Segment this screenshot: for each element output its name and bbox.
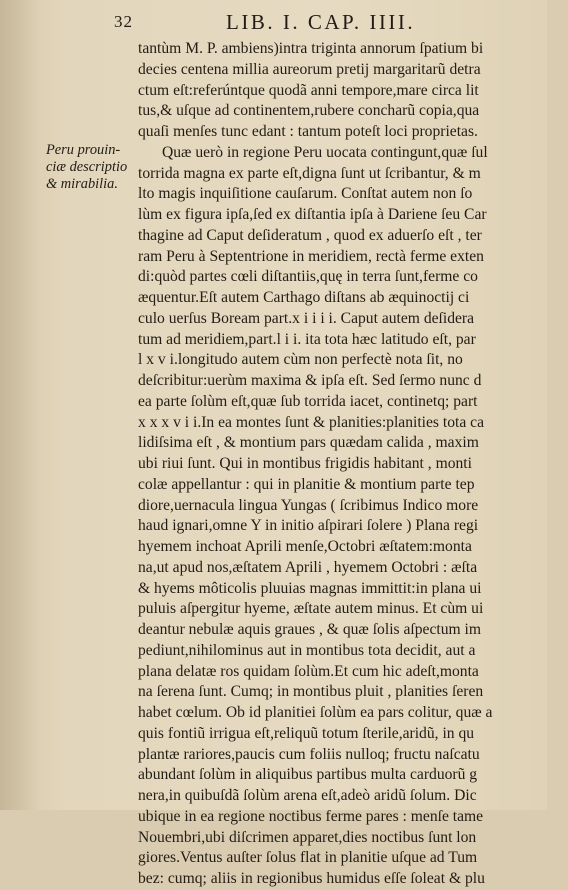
text-line: æquentur.Eſt autem Carthago diſtans ab æquinoctij ci: [138, 289, 470, 306]
text-line: plana delatæ ros quidam ſolùm.Et cum hic adeſt,monta: [138, 662, 479, 680]
text-line: giores.Ventus auſter ſolus flat in planitie uſque ad Tum: [138, 849, 478, 867]
text-line: diore,uernacula lingua Yungas ( ſcribimus Indico more: [138, 496, 479, 514]
text-line: colæ appellantur : qui in planitie & montium parte tep: [138, 475, 475, 493]
margin-note-line: ciæ descriptio: [46, 159, 128, 175]
text-line: thagine ad Caput deſideratum , quod ex aduerſo eſt , ter: [138, 226, 482, 244]
text-line: x x x v i i.In ea montes ſunt & planities:planities tota ca: [138, 413, 485, 431]
text-line: na,ut apud nos,æſtatem Aprili , hyemem Octobri : æſta: [138, 558, 478, 576]
running-head: LIB. I. CAP. IIII.: [226, 10, 416, 34]
text-line: culo uerſus Boream part.x i i i i. Caput autem deſidera: [138, 309, 475, 327]
text-line: tantùm M. P. ambiens)intra triginta annorum ſpatium bi: [138, 40, 484, 57]
text-line: habet cœlum. Ob id planitiei ſolùm ea pars colitur, quæ a: [138, 704, 493, 721]
text-line: Quæ uerò in regione Peru uocata contingunt,quæ ſul: [162, 143, 488, 161]
text-line: lto magis inquiſitione cauſarum. Conſtat autem non ſo: [138, 185, 473, 203]
text-line: deantur nebulæ aquis graues , & quæ ſolis aſpectum im: [138, 621, 482, 638]
text-line: puluis aſpergitur hyeme, æſtate autem minus. Et cùm ui: [138, 600, 484, 618]
margin-note-line: Peru prouin-: [46, 142, 121, 158]
text-line: deſcribitur:uerùm maxima & ipſa eſt. Sed ſermo nunc d: [138, 372, 482, 389]
page-gutter-shadow: [0, 0, 40, 810]
body-text: [138, 39, 568, 890]
text-line: lidiſsima eſt , & montium pars quædam calida , maxim: [138, 434, 479, 452]
margin-note: [46, 142, 148, 193]
text-line: ea parte ſolùm eſt,quæ ſub torrida iacet, continetq; part: [138, 392, 478, 410]
text-line: nera,in quibuſdã ſolùm arena eſt,adeò aridũ ſolum. Dic: [138, 787, 477, 804]
text-line: na ſerena ſunt. Cumq; in montibus pluit , planities ſeren: [138, 683, 484, 701]
text-line: ubique in ea regione noctibus ferme pares : menſe tame: [138, 807, 484, 825]
margin-note-line: & mirabilia.: [46, 176, 118, 192]
text-line: tus,& uſque ad continentem,rubere concharũ copia,qua: [138, 102, 480, 120]
text-line: ctum eſt:referúntque quodã anni tempore,mare circa lit: [138, 81, 479, 99]
text-line: lùm ex figura ipſa,ſed ex diſtantia ipſa à Dariene ſeu Car: [138, 206, 487, 223]
text-line: Nouembri,ubi diſcrimen apparet,dies noctibus ſunt lon: [138, 828, 477, 846]
text-line: plantæ rariores,paucis cum foliis nulloq; fructu naſcatu: [138, 745, 480, 763]
text-line: di:quòd partes cœli diſtantiis,quę in terra ſunt,ferme co: [138, 268, 478, 286]
text-line: bez: cumq; aliis in regionibus humidus eſſe ſoleat & plu: [138, 870, 485, 887]
text-line: ram Peru à Septentrione in meridiem, rectà ferme exten: [138, 247, 484, 265]
text-line: pediunt,nihilominus aut in montibus tota decidit, aut a: [138, 641, 476, 659]
text-line: decies centena millia aureorum pretij margaritarũ detra: [138, 60, 481, 78]
text-line: abundant ſolùm in aliquibus partibus multa carduorũ g: [138, 766, 478, 784]
text-line: haud ignari,omne Y in initio aſpirari ſolere ) Plana regi: [138, 517, 479, 535]
text-line: torrida magna ex parte eſt,digna ſunt ut ſcribantur, & m: [138, 164, 481, 182]
text-line: l x v i.longitudo autem cùm non perfectè nota ſit, no: [138, 351, 463, 369]
text-line: ubi riui ſunt. Qui in montibus frigidis habitant , monti: [138, 455, 472, 472]
page-header: [0, 6, 547, 42]
text-line: & hyems môticolis pluuias magnas immittit:in plana ui: [138, 579, 482, 597]
page-number: 32: [114, 12, 133, 31]
text-line: tum ad meridiem,part.l i i. ita tota hæc latitudo eſt, par: [138, 330, 476, 348]
text-line: quis fontiũ irrigua eſt,reliquũ totum ſterile,aridũ, in qu: [138, 724, 475, 742]
text-line: hyemem inchoat Aprili menſe,Octobri æſtatem:monta: [138, 538, 472, 555]
text-line: quaſi menſes tunc edant : tantum poteſt loci proprietas.: [138, 123, 478, 140]
